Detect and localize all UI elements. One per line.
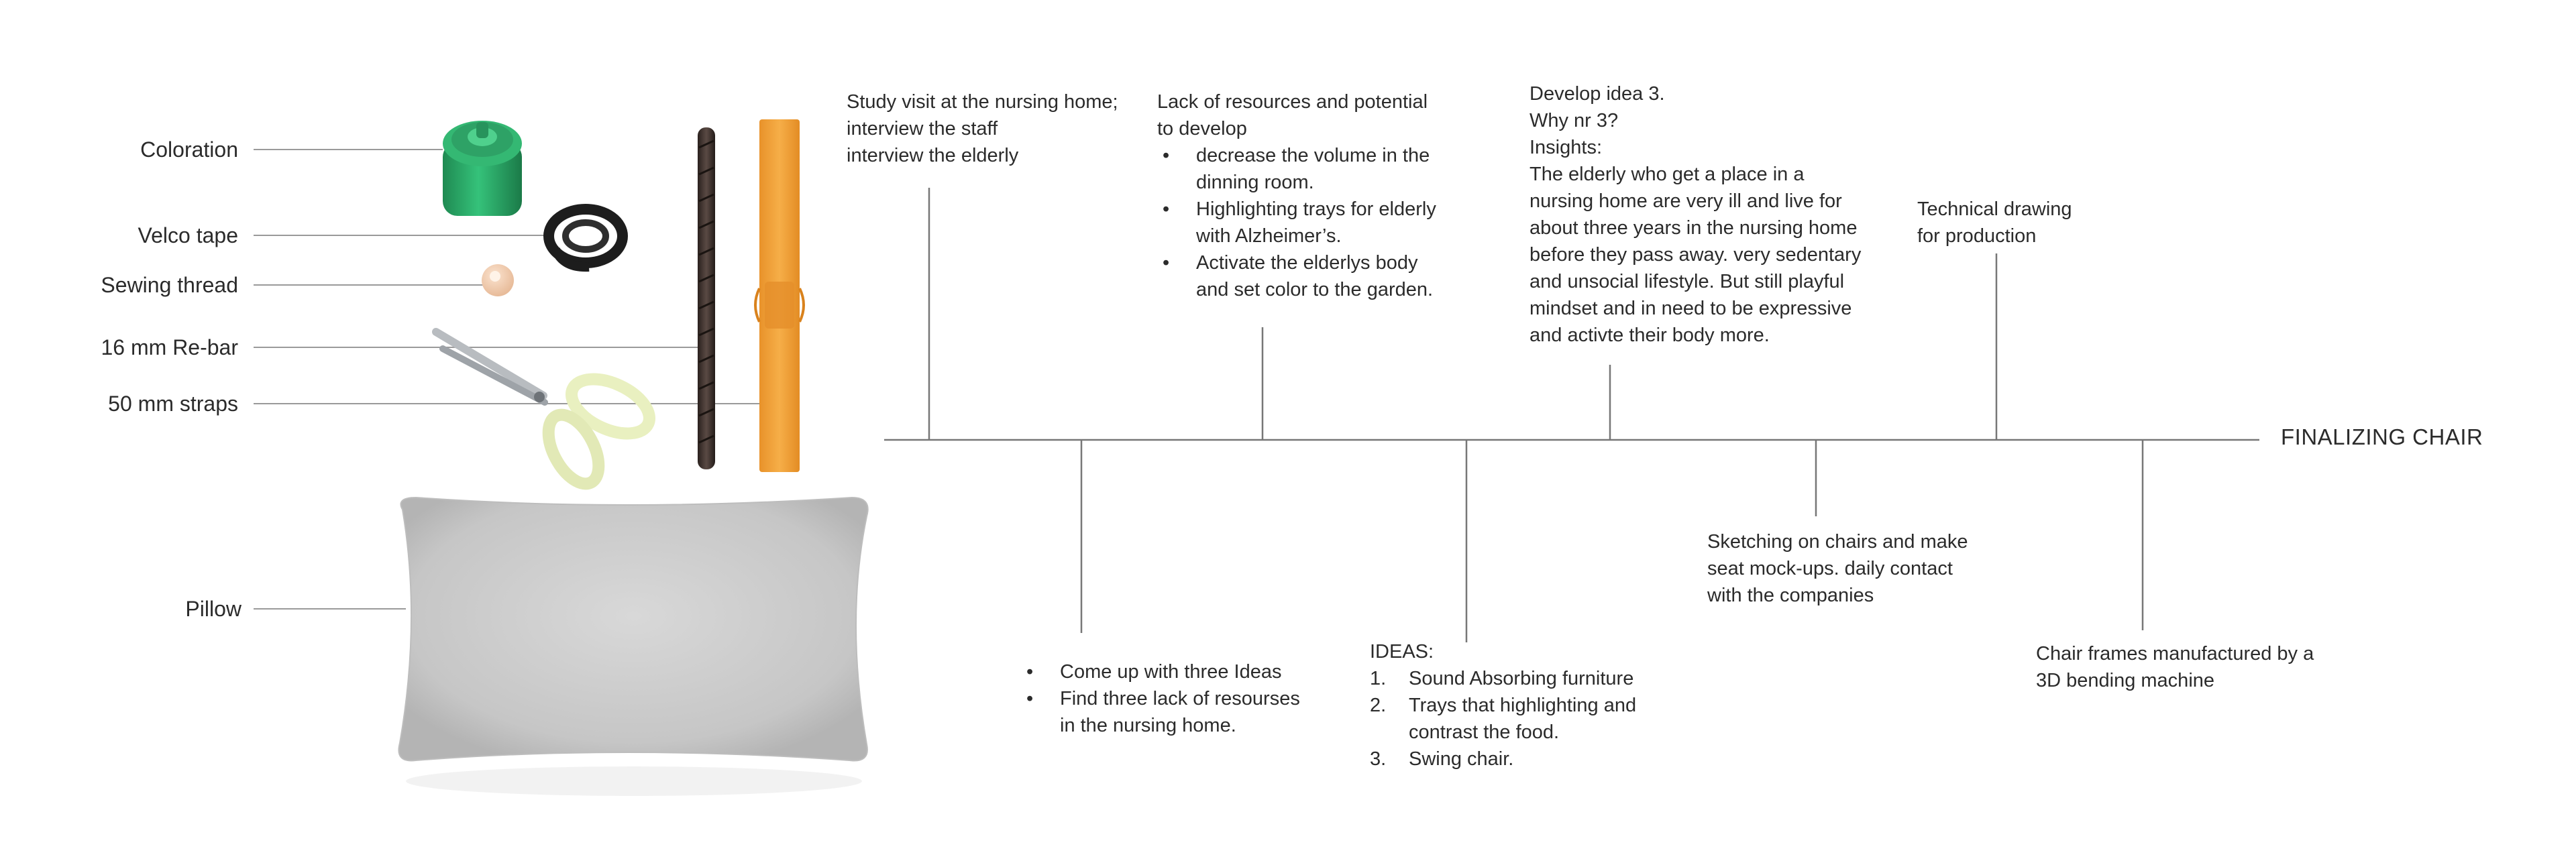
material-label-thread: Sewing thread [101,273,238,297]
milestone-text: Why nr 3? [1529,110,1619,131]
list-item-text: dinning room. [1196,172,1314,193]
list-item [1370,665,1636,692]
milestone-bullet-list [1157,142,1436,303]
list-item-text: and set color to the garden. [1196,279,1434,300]
milestone-text: about three years in the nursing home [1529,217,1858,239]
milestone-text: for production [1917,225,2037,247]
list-item-text: with Alzheimer’s. [1196,225,1342,247]
milestone-three-ideas [1021,658,1300,739]
milestone-text: interview the staff [847,118,998,139]
milestone-study-visit [847,89,1118,169]
strap-icon [755,119,804,472]
coloration-tube-icon [443,121,522,216]
list-item [1370,692,1636,746]
list-item-text: Highlighting trays for elderly [1196,198,1436,220]
ideas-list [1370,665,1636,772]
milestone-develop-idea [1529,80,1861,349]
material-label-velco: Velco tape [138,223,238,247]
milestone-text: Chair frames manufactured by a [2036,643,2314,664]
list-item [1021,685,1300,739]
list-item [1370,746,1636,772]
list-item-text: Come up with three Ideas [1060,661,1282,683]
milestone-technical-drawing [1917,196,2072,249]
milestone-text: and unsocial lifestyle. But still playful [1529,271,1845,292]
milestone-text: Sketching on chairs and make [1707,531,1968,553]
milestone-ideas [1370,638,1636,772]
milestone-text: to develop [1157,118,1247,139]
milestone-text: Study visit at the nursing home; [847,91,1118,113]
milestone-text: interview the elderly [847,145,1019,166]
list-number: 1. [1370,668,1387,689]
finalizing-chair-label: FINALIZING CHAIR [2281,424,2483,449]
sewing-thread-icon [482,264,514,296]
milestone-text: with the companies [1707,585,1874,606]
rebar-icon [698,127,715,469]
list-item [1021,658,1300,685]
ideas-heading: IDEAS: [1370,641,1434,662]
list-item [1157,142,1436,196]
milestone-lack-resources [1157,89,1436,303]
milestone-frames [2036,640,2314,694]
velco-tape-icon [549,209,623,267]
milestone-sketching [1707,528,1968,609]
list-item-text: Swing chair. [1409,748,1514,770]
list-item-text: Sound Absorbing furniture [1409,668,1634,689]
milestone-text: Insights: [1529,137,1602,158]
milestone-text: mindset and in need to be expressive [1529,298,1852,319]
list-item-text: Activate the elderlys body [1196,252,1418,274]
list-item-text: Trays that highlighting and [1409,695,1637,716]
list-item [1157,196,1436,249]
milestone-text: Technical drawing [1917,198,2072,220]
material-label-rebar: 16 mm Re-bar [101,335,238,359]
list-item-text: decrease the volume in the [1196,145,1430,166]
milestone-text: 3D bending machine [2036,670,2215,691]
material-label-pillow: Pillow [185,597,241,621]
material-label-coloration: Coloration [140,137,238,162]
milestone-text: and activte their body more. [1529,325,1770,346]
scissors-icon [436,332,658,492]
milestone-text: nursing home are very ill and live for [1529,190,1842,212]
milestone-text: The elderly who get a place in a [1529,164,1805,185]
list-item-text: in the nursing home. [1060,715,1236,736]
milestone-text: before they pass away. very sedentary [1529,244,1862,266]
pillow-icon [398,498,867,796]
list-number: 2. [1370,695,1387,716]
milestone-text: seat mock-ups. daily contact [1707,558,1953,579]
milestone-bullet-list [1021,658,1300,739]
list-number: 3. [1370,748,1387,770]
material-label-straps: 50 mm straps [108,392,238,416]
list-item-text: contrast the food. [1409,721,1560,743]
list-item-text: Find three lack of resourses [1060,688,1300,709]
milestone-text: Develop idea 3. [1529,83,1665,105]
milestone-text: Lack of resources and potential [1157,91,1428,113]
list-item [1157,249,1436,303]
